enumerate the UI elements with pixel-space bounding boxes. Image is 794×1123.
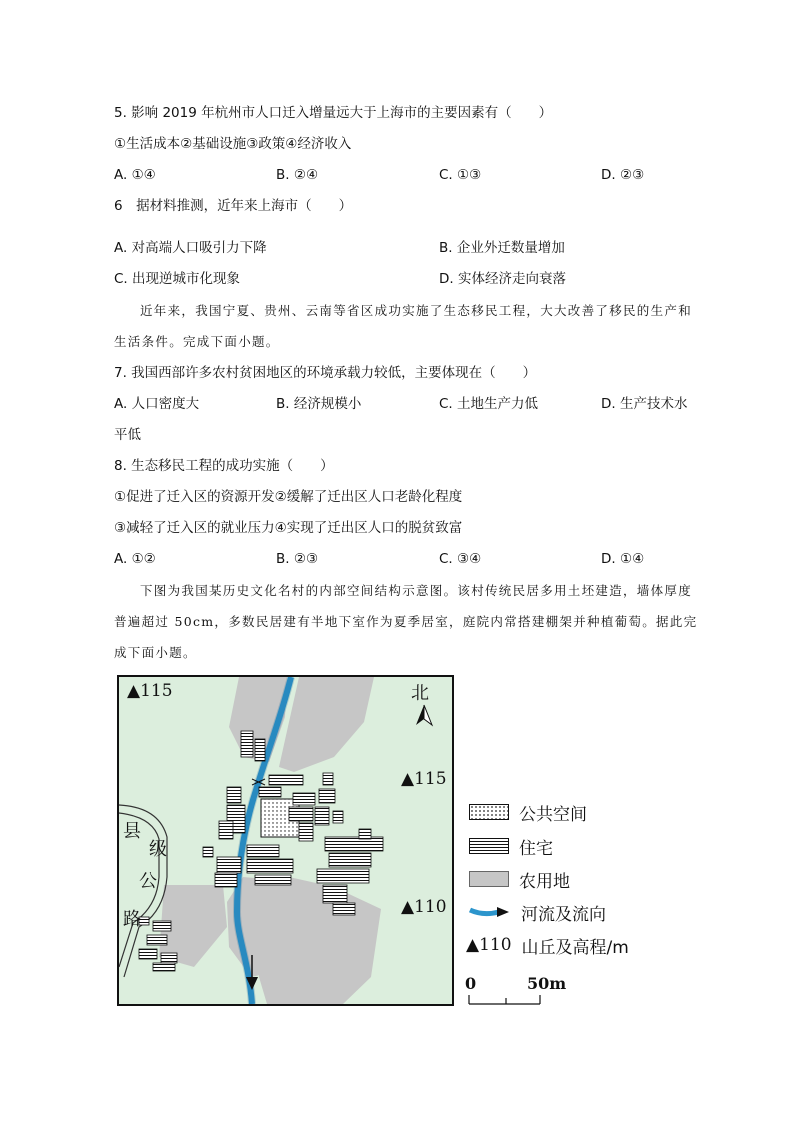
hatched-square-icon — [469, 838, 509, 854]
q5-option-d: D. ②③ — [601, 167, 645, 183]
q5-option-a: A. ①④ — [114, 167, 156, 183]
peak-label-nw: ▲115 — [127, 681, 173, 701]
dotted-square-icon — [469, 804, 509, 820]
passage-village: 下图为我国某历史文化名村的内部空间结构示意图。该村传统民居多用土坯建造，墙体厚度普遍超过 50cm，多数民居建有半地下室作为夏季居室，庭院内常搭建棚架并种植葡萄。据此完成下面小题。 — [114, 583, 698, 660]
q6-option-a: A. 对高端人口吸引力下降 — [114, 240, 267, 256]
q6-option-d: D. 实体经济走向衰落 — [439, 271, 566, 287]
q8-option-b: B. ②③ — [276, 551, 319, 567]
north-label: 北 — [411, 683, 429, 704]
q6-option-b: B. 企业外迁数量增加 — [439, 240, 565, 256]
q7-option-c: C. 土地生产力低 — [439, 396, 539, 412]
q7-option-d-wrap: 平低 — [114, 427, 141, 443]
road-label-1: 县 — [123, 821, 141, 842]
q6-stem: 6 据材料推测，近年来上海市（ ） — [114, 198, 353, 214]
q8-option-c: C. ③④ — [439, 551, 482, 567]
village-map-svg — [119, 677, 452, 1004]
peak-label-east: ▲115 — [401, 769, 447, 789]
q8-statements-1: ①促进了迁入区的资源开发②缓解了迁出区人口老龄化程度 — [114, 489, 463, 505]
q7-option-a: A. 人口密度大 — [114, 396, 200, 412]
q8-stem: 8. 生态移民工程的成功实施（ ） — [114, 458, 334, 474]
q7-option-b: B. 经济规模小 — [276, 396, 362, 412]
legend-residence: 住宅 — [469, 835, 553, 857]
q5-stem: 5. 影响 2019 年杭州市人口迁入增量远大于上海市的主要因素有（ ） — [114, 105, 553, 121]
q6-option-c: C. 出现逆城市化现象 — [114, 271, 241, 287]
peak-label-se: ▲110 — [401, 897, 447, 917]
q7-stem: 7. 我国西部许多农村贫困地区的环境承载力较低，主要体现在（ ） — [114, 365, 537, 381]
legend-river: 河流及流向 — [469, 901, 606, 923]
road-label-4: 路 — [123, 909, 141, 930]
triangle-icon: ▲110 — [466, 935, 512, 955]
north-arrow-icon — [413, 703, 435, 727]
scale-bar-line — [468, 994, 548, 1006]
q8-option-a: A. ①② — [114, 551, 156, 567]
q5-option-b: B. ②④ — [276, 167, 319, 183]
scale-zero: 0 — [465, 974, 477, 993]
q5-factors: ①生活成本②基础设施③政策④经济收入 — [114, 136, 352, 152]
q5-option-c: C. ①③ — [439, 167, 482, 183]
passage-eco-migration: 近年来，我国宁夏、贵州、云南等省区成功实施了生态移民工程，大大改善了移民的生产和生活条件。完成下面小题。 — [114, 303, 693, 349]
q7-option-d: D. 生产技术水 — [601, 396, 688, 412]
legend-farmland: 农用地 — [469, 868, 570, 890]
q8-statements-2: ③减轻了迁入区的就业压力④实现了迁出区人口的脱贫致富 — [114, 520, 463, 536]
road-label-2: 级 — [149, 839, 167, 860]
village-map — [117, 675, 454, 1006]
scale-length: 50m — [527, 974, 567, 993]
river-arrow-icon — [469, 904, 511, 920]
gray-square-icon — [469, 871, 509, 887]
road-label-3: 公 — [139, 871, 157, 892]
legend-hill: ▲110 山丘及高程/m — [466, 935, 629, 958]
legend-public-space: 公共空间 — [469, 801, 587, 823]
q8-option-d: D. ①④ — [601, 551, 645, 567]
